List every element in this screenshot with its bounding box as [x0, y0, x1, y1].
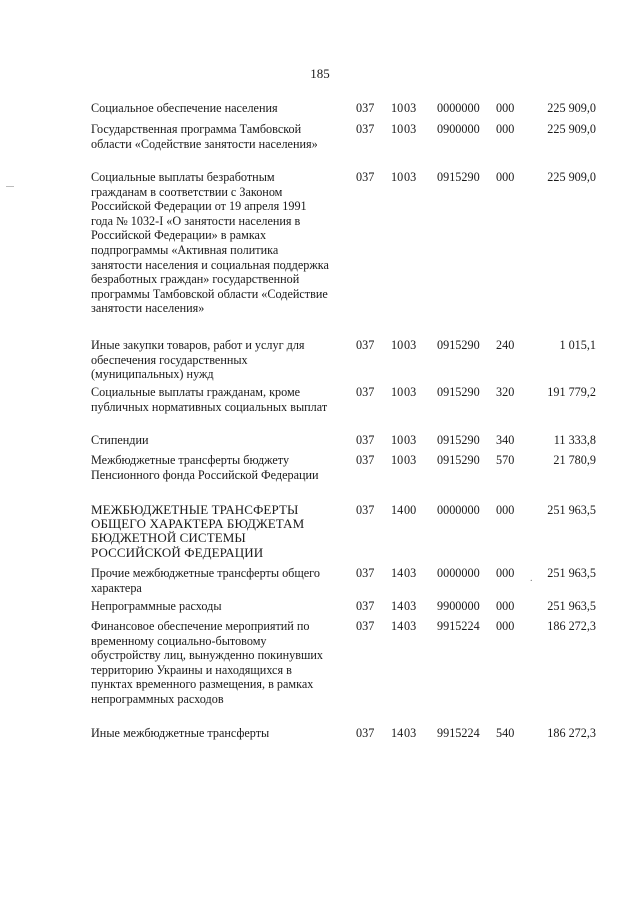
page-number: 185	[310, 66, 330, 81]
cell-amount: 191 779,2	[547, 385, 596, 399]
cell-department-code: 037	[356, 726, 375, 740]
cell-target-article-code: 0900000	[437, 122, 480, 136]
cell-subsection-code: 03	[404, 122, 417, 136]
cell-department-code: 037	[356, 433, 375, 447]
cell-department-code: 037	[356, 503, 375, 517]
row-name: Социальные выплаты гражданам, кроме публичных нормативных социальных выплат	[91, 385, 328, 414]
cell-subsection-code: 03	[404, 101, 417, 115]
cell-section-code: 14	[391, 599, 404, 613]
cell-subsection-code: 00	[404, 503, 417, 517]
cell-target-article-code: 9900000	[437, 599, 480, 613]
cell-target-article-code: 0000000	[437, 101, 480, 115]
row-name: Межбюджетные трансферты бюджету Пенсионного фонда Российской Федерации	[91, 453, 319, 482]
cell-department-code: 037	[356, 101, 375, 115]
cell-amount: 225 909,0	[547, 101, 596, 115]
cell-amount: 186 272,3	[547, 619, 596, 633]
scan-edge-mark	[6, 186, 14, 187]
cell-amount: 251 963,5	[547, 599, 596, 613]
cell-amount: 225 909,0	[547, 170, 596, 184]
cell-expense-type-code: 000	[496, 619, 515, 633]
cell-target-article-code: 0000000	[437, 566, 480, 580]
cell-expense-type-code: 570	[496, 453, 515, 467]
cell-target-article-code: 9915224	[437, 619, 480, 633]
cell-expense-type-code: 320	[496, 385, 515, 399]
row-name: МЕЖБЮДЖЕТНЫЕ ТРАНСФЕРТЫ ОБЩЕГО ХАРАКТЕРА БЮДЖЕТАМ БЮДЖЕТНОЙ СИСТЕМЫ РОССИЙСКОЙ ФЕДЕРАЦИИ	[91, 502, 305, 560]
cell-target-article-code: 0915290	[437, 433, 480, 447]
cell-department-code: 037	[356, 122, 375, 136]
cell-subsection-code: 03	[404, 385, 417, 399]
cell-subsection-code: 03	[404, 338, 417, 352]
cell-expense-type-code: 240	[496, 338, 515, 352]
row-name: Государственная программа Тамбовской области «Содействие занятости населения»	[91, 122, 318, 151]
row-name: Непрограммные расходы	[91, 599, 222, 613]
cell-subsection-code: 03	[404, 599, 417, 613]
cell-department-code: 037	[356, 338, 375, 352]
cell-department-code: 037	[356, 453, 375, 467]
row-name: Иные закупки товаров, работ и услуг для обеспечения государственных (муниципальных) нужд	[91, 338, 305, 382]
cell-section-code: 10	[391, 101, 404, 115]
row-name: Прочие межбюджетные трансферты общего характера	[91, 566, 320, 595]
cell-department-code: 037	[356, 385, 375, 399]
cell-subsection-code: 03	[404, 619, 417, 633]
cell-amount: 11 333,8	[553, 433, 596, 447]
cell-expense-type-code: 540	[496, 726, 515, 740]
cell-section-code: 10	[391, 453, 404, 467]
scan-speck: .	[530, 573, 533, 584]
cell-expense-type-code: 000	[496, 101, 515, 115]
cell-subsection-code: 03	[404, 453, 417, 467]
cell-department-code: 037	[356, 599, 375, 613]
row-name: Иные межбюджетные трансферты	[91, 726, 270, 740]
cell-subsection-code: 03	[404, 170, 417, 184]
cell-section-code: 10	[391, 170, 404, 184]
cell-target-article-code: 0915290	[437, 453, 480, 467]
cell-amount: 186 272,3	[547, 726, 596, 740]
cell-target-article-code: 0915290	[437, 338, 480, 352]
cell-expense-type-code: 000	[496, 599, 515, 613]
cell-expense-type-code: 000	[496, 122, 515, 136]
cell-amount: 251 963,5	[547, 503, 596, 517]
cell-section-code: 14	[391, 566, 404, 580]
cell-section-code: 10	[391, 338, 404, 352]
cell-section-code: 14	[391, 726, 404, 740]
cell-amount: 21 780,9	[553, 453, 596, 467]
cell-amount: 251 963,5	[547, 566, 596, 580]
cell-target-article-code: 0000000	[437, 503, 480, 517]
cell-target-article-code: 0915290	[437, 385, 480, 399]
cell-expense-type-code: 000	[496, 566, 515, 580]
row-name: Социальное обеспечение населения	[91, 101, 278, 115]
cell-subsection-code: 03	[404, 726, 417, 740]
cell-department-code: 037	[356, 619, 375, 633]
cell-amount: 225 909,0	[547, 122, 596, 136]
cell-amount: 1 015,1	[559, 338, 596, 352]
cell-section-code: 10	[391, 122, 404, 136]
cell-subsection-code: 03	[404, 566, 417, 580]
cell-section-code: 14	[391, 503, 404, 517]
cell-expense-type-code: 000	[496, 503, 515, 517]
cell-expense-type-code: 340	[496, 433, 515, 447]
cell-target-article-code: 9915224	[437, 726, 480, 740]
cell-target-article-code: 0915290	[437, 170, 480, 184]
cell-subsection-code: 03	[404, 433, 417, 447]
row-name: Финансовое обеспечение мероприятий по временному социально-бытовому обустройству лиц, вынужденно покинувших территорию Украины и находящихся в пунктах временного размещения, в рамках непрограммных расходов	[91, 619, 323, 706]
cell-section-code: 14	[391, 619, 404, 633]
row-name: Социальные выплаты безработным гражданам в соответствии с Законом Российской Федерации от 19 апреля 1991 года № 1032-I «О занятости населения в Российской Федерации» в рамках подпрограммы «Активная политика занятости населения и социальная поддержка безработных граждан» государственной программы Тамбовской области «Содействие занятости населения»	[91, 170, 329, 316]
cell-section-code: 10	[391, 385, 404, 399]
row-name: Стипендии	[91, 433, 149, 447]
cell-expense-type-code: 000	[496, 170, 515, 184]
cell-section-code: 10	[391, 433, 404, 447]
cell-department-code: 037	[356, 170, 375, 184]
cell-department-code: 037	[356, 566, 375, 580]
